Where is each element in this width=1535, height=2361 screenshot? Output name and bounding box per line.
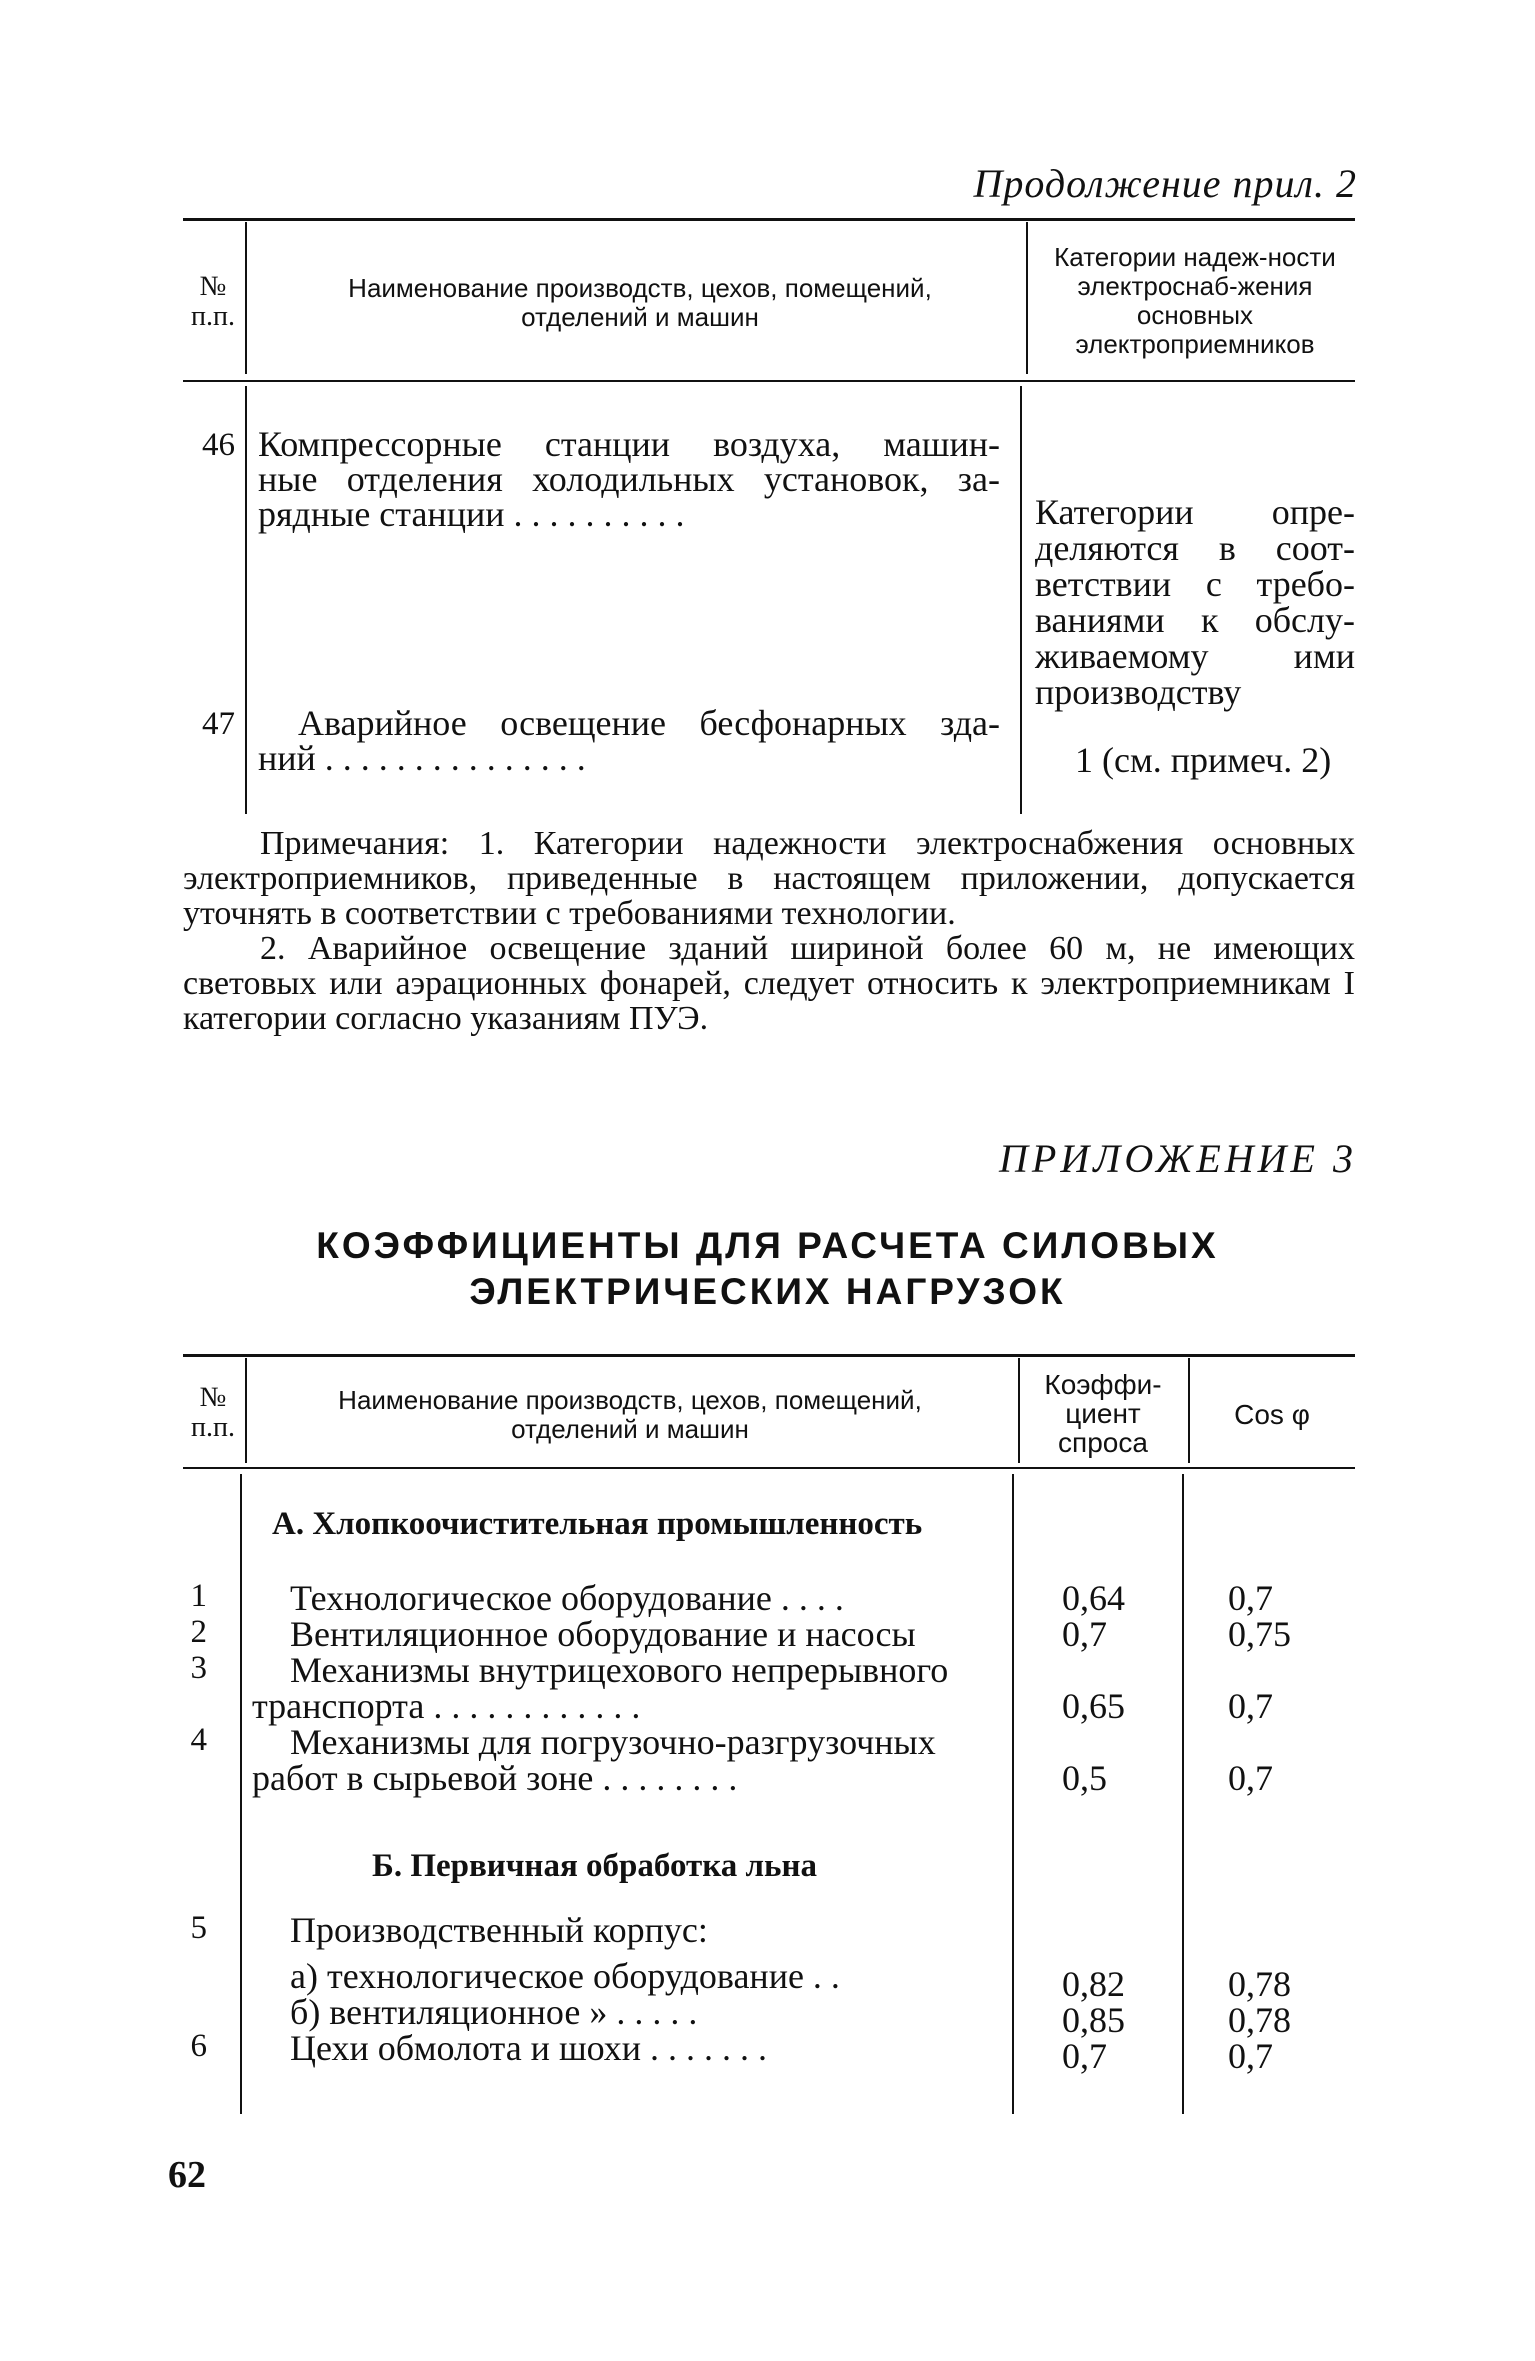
table-2-header-name: Наименование производств, цехов, помещений, отделений и машин: [338, 1385, 922, 1444]
page-number: 62: [168, 2154, 206, 2196]
table-2-row-6-coef: 0,7: [1062, 2036, 1107, 2076]
row-46-line-1: Компрессорные станции воздуха, машин-: [258, 424, 1000, 464]
table-1-row-46-num: 46: [202, 427, 235, 463]
continuation-label: Продолжение прил. 2: [973, 161, 1357, 206]
table-2-header-coef: [1022, 1370, 1184, 1457]
table-2-body-divider-2: [1012, 1474, 1014, 2114]
table-1-body-divider-2: [1020, 386, 1022, 814]
shared-category-line-6: производству: [1035, 672, 1242, 712]
coef-header-line-1: Коэффи-: [1044, 1369, 1162, 1400]
coef-header-line-2: циент: [1065, 1398, 1141, 1429]
table-2-row-5b-coef: 0,85: [1062, 2000, 1125, 2040]
table-2-row-3-num: 3: [190, 1650, 207, 1686]
table-2-row-1-cos: 0,7: [1228, 1578, 1273, 1618]
table-1-row-47-num: 47: [202, 706, 235, 742]
appendix-title-line-2: ЭЛЕКТРИЧЕСКИХ НАГРУЗОК: [469, 1271, 1066, 1312]
table-1-header-rule: [183, 380, 1355, 382]
table-1-row-47-name-cont: [258, 738, 1000, 778]
row-47-line-1: Аварийное освещение бесфонарных зда-: [298, 703, 1000, 743]
table-2-row-4-name-l1: Механизмы для погрузочно-разгрузочных: [290, 1722, 936, 1762]
table-2-row-5-name: Производственный корпус:: [290, 1910, 708, 1950]
table-1-header-name: Наименование производств, цехов, помещений, отделений и машин: [348, 273, 932, 332]
shared-category-line-1: Категории опре-: [1035, 492, 1355, 532]
table-2-row-6-name: Цехи обмолота и шохи . . . . . . .: [290, 2028, 768, 2068]
note-1: Примечания: 1. Категории надежности электроснабжения основных электроприемников, приведенные в настоящем приложении, допускается уточнять в соответствии с требованиями технологии.: [183, 825, 1355, 932]
table-2-header-rule: [183, 1467, 1355, 1469]
section-a-heading: А. Хлопкоочистительная промышленность: [272, 1506, 923, 1542]
table-1-header-num: № п.п.: [191, 271, 235, 332]
table-1-shared-category: [1035, 494, 1355, 710]
table-2-row-3-name-l1: Механизмы внутрицехового непрерывного: [290, 1650, 949, 1690]
table-2-row-3-coef: 0,65: [1062, 1686, 1125, 1726]
table-2-row-3-cos: 0,7: [1228, 1686, 1273, 1726]
row-46-line-2: ные отделения холодильных установок, за-: [258, 459, 1000, 499]
table-2-row-6-cos: 0,7: [1228, 2036, 1273, 2076]
table-1-top-rule: [183, 218, 1355, 221]
table-2-header-divider-1: [245, 1358, 247, 1463]
table-2-row-3-name-l2: транспорта . . . . . . . . . . . .: [252, 1686, 641, 1726]
table-2-header-cos: Cos φ: [1234, 1399, 1310, 1430]
table-2-row-2-cos: 0,75: [1228, 1614, 1291, 1654]
table-1-header-divider-1: [245, 222, 247, 374]
table-1-header-category: Категории надеж-ности электроснаб-жения основных электроприемников: [1054, 242, 1336, 359]
table-2-body-divider-3: [1182, 1474, 1184, 2114]
row-47-line-2: ний . . . . . . . . . . . . . . .: [258, 738, 586, 778]
table-2-header-divider-2: [1018, 1358, 1020, 1463]
table-2-row-5b-name: б) вентиляционное » . . . . .: [290, 1992, 698, 2032]
table-2-row-4-coef: 0,5: [1062, 1758, 1107, 1798]
shared-category-line-5: живаемому ими: [1035, 636, 1355, 676]
table-2-row-4-cos: 0,7: [1228, 1758, 1273, 1798]
table-2-header-num: № п.п.: [191, 1382, 235, 1443]
table-2-row-5a-name: а) технологическое оборудование . .: [290, 1956, 840, 1996]
table-2-row-1-coef: 0,64: [1062, 1578, 1125, 1618]
table-1-row-47-category: 1 (см. примеч. 2): [1075, 740, 1332, 780]
table-1-body-divider-1: [245, 386, 247, 814]
notes: [183, 826, 1355, 1036]
table-2-row-5b-cos: 0,78: [1228, 2000, 1291, 2040]
table-2-body-divider-1: [240, 1474, 242, 2114]
table-1-header-divider-2: [1026, 222, 1028, 374]
table-2-row-2-coef: 0,7: [1062, 1614, 1107, 1654]
table-1-row-46-name: [258, 424, 1000, 534]
table-2-row-2-num: 2: [190, 1614, 207, 1650]
table-2-row-4-name-l2: работ в сырьевой зоне . . . . . . . .: [252, 1758, 738, 1798]
table-2-row-6-num: 6: [190, 2028, 207, 2064]
table-2-top-rule: [183, 1354, 1355, 1357]
shared-category-line-4: ваниями к обслу-: [1035, 600, 1355, 640]
table-2-row-5a-coef: 0,82: [1062, 1964, 1125, 2004]
note-2: 2. Аварийное освещение зданий шириной более 60 м, не имеющих световых или аэрационных фонарей, следует относить к электроприемникам I категории согласно указаниям ПУЭ.: [183, 930, 1355, 1037]
shared-category-line-2: деляются в соот-: [1035, 528, 1355, 568]
table-2-row-1-num: 1: [190, 1578, 207, 1614]
appendix-title-line-1: КОЭФФИЦИЕНТЫ ДЛЯ РАСЧЕТА СИЛОВЫХ: [316, 1225, 1219, 1266]
table-2-row-5-num: 5: [190, 1910, 207, 1946]
table-2-row-5a-cos: 0,78: [1228, 1964, 1291, 2004]
table-2-row-4-num: 4: [190, 1722, 207, 1758]
row-46-line-3: рядные станции . . . . . . . . . .: [258, 494, 685, 534]
shared-category-line-3: ветствии с требо-: [1035, 564, 1355, 604]
coef-header-line-3: спроса: [1058, 1427, 1148, 1458]
table-2-row-1-name: Технологическое оборудование . . . .: [290, 1578, 844, 1618]
table-2-row-2-name: Вентиляционное оборудование и насосы: [290, 1614, 916, 1654]
table-1-row-47-name: [298, 703, 1000, 743]
section-b-heading: Б. Первичная обработка льна: [372, 1848, 817, 1884]
appendix-label: ПРИЛОЖЕНИЕ 3: [999, 1136, 1357, 1181]
table-2-header-divider-3: [1188, 1358, 1190, 1463]
